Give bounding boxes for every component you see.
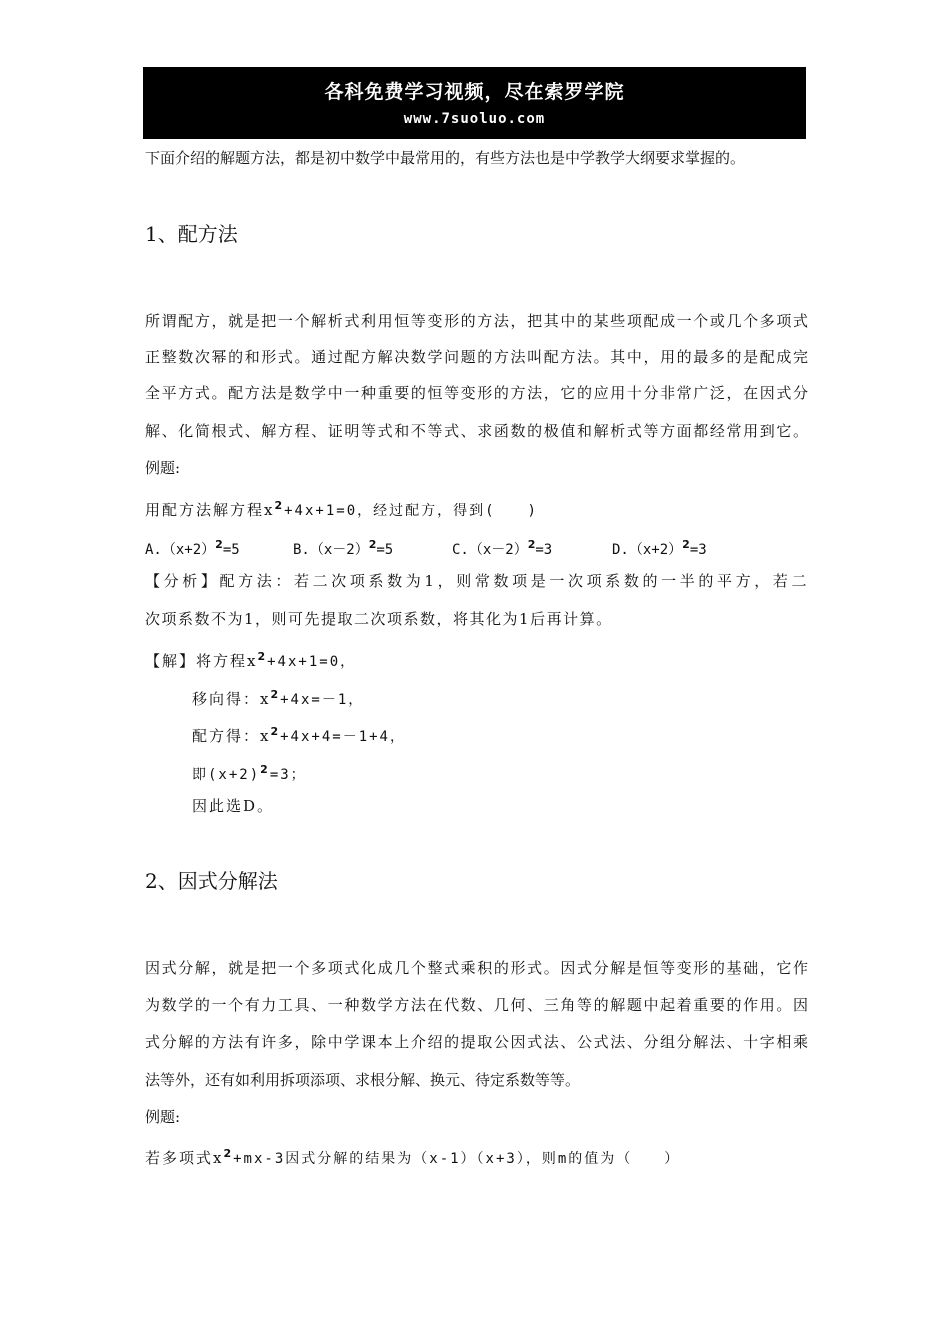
section1-heading: 1、配方法	[145, 222, 238, 246]
section1-para-line: 所谓配方，就是把一个解析式利用恒等变形的方法，把其中的某些项配成一个或几个多项式	[145, 312, 808, 330]
section1-para-line: 解、化简根式、解方程、证明等式和不等式、求函数的极值和解析式等方面都经常用到它。	[145, 422, 808, 440]
solution-line: 即$(x+2)^2=3$；	[192, 763, 307, 783]
section2-para-line: 式分解的方法有许多，除中学课本上介绍的提取公因式法、公式法、分组分解法、十字相乘	[145, 1033, 808, 1051]
section2-heading: 2、因式分解法	[145, 869, 278, 893]
intro-text: 下面介绍的解题方法，都是初中数学中最常用的，有些方法也是中学教学大纲要求掌握的。	[145, 149, 746, 167]
solution-line: 因此选D。	[192, 797, 275, 815]
section2-para-line: 法等外，还有如利用拆项添项、求根分解、换元、待定系数等等。	[145, 1071, 581, 1089]
solution-line: 【解】将方程$x^2+4x+1=0$，	[145, 650, 357, 670]
solution-line: 配方得：$x^2+4x+4=-1+4$，	[192, 725, 406, 745]
section2-para-line: 为数学的一个有力工具、一种数学方法在代数、几何、三角等的解题中起着重要的作用。因	[145, 996, 808, 1014]
solution-line: 移向得：$x^2+4x=-1$，	[192, 688, 365, 708]
section1-para-line: 正整数次幂的和形式。通过配方解决数学问题的方法叫配方法。其中，用的最多的是配成完	[145, 348, 808, 366]
option-a: $A.(x+2)^2=5$	[145, 538, 240, 558]
section2-example-label: 例题:	[145, 1108, 181, 1126]
analysis-line: 次项系数不为1，则可先提取二次项系数，将其化为1后再计算。	[145, 610, 613, 628]
banner-title: 各科免费学习视频，尽在索罗学院	[324, 81, 625, 103]
option-d: $D.(x+2)^2=3$	[612, 538, 707, 558]
promo-banner	[143, 67, 806, 139]
section2-question: 若多项式$x^2+mx-3$因式分解的结果为（x-1）（x+3），则m的值为（ ）	[145, 1147, 681, 1167]
analysis-line: 【分析】配方法：若二次项系数为1，则常数项是一次项系数的一半的平方，若二	[145, 572, 808, 590]
option-b: $B.(x-2)^2=5$	[293, 538, 394, 558]
section1-question: 用配方法解方程$x^2+4x+1=0$，经过配方，得到( )	[145, 499, 538, 519]
banner-url: www.7suoluo.com	[403, 111, 546, 127]
option-c: $C.(x-2)^2=3$	[452, 538, 553, 558]
section2-para-line: 因式分解，就是把一个多项式化成几个整式乘积的形式。因式分解是恒等变形的基础，它作	[145, 959, 808, 977]
section1-para-line: 全平方式。配方法是数学中一种重要的恒等变形的方法，它的应用十分非常广泛，在因式分	[145, 384, 808, 402]
section1-example-label: 例题:	[145, 459, 181, 477]
